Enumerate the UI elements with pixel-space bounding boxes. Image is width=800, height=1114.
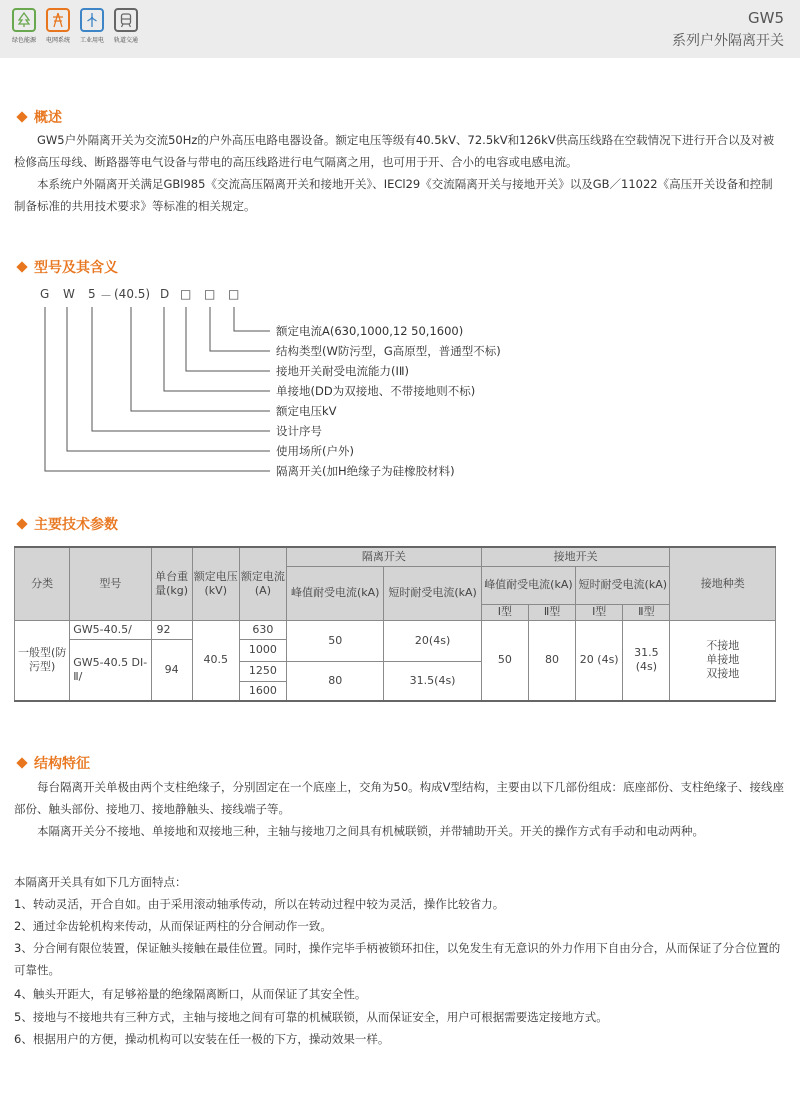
cell-earth-short: 20 (4s) <box>576 620 623 701</box>
section-title-specs: 主要技术参数 <box>18 514 118 534</box>
th-category: 分类 <box>15 547 70 620</box>
th-earth-switch: 接地开关 <box>481 547 670 566</box>
cell-peak: 80 <box>287 661 384 701</box>
cell-earth-peak: 80 <box>528 620 575 701</box>
section-title-model: 型号及其含义 <box>18 257 118 277</box>
cell-weight: 92 <box>151 620 192 639</box>
th-type-1: Ⅰ型 <box>481 604 528 620</box>
code-label-earthing: 单接地(DD为双接地、不带接地则不标) <box>276 384 476 398</box>
code-box-1: □ <box>180 287 192 301</box>
th-short: 短时耐受电流(kA) <box>384 566 481 620</box>
header-product-name: 系列户外隔离开关 <box>672 33 784 49</box>
spec-table <box>14 546 776 702</box>
cell-earth-peak: 50 <box>481 620 528 701</box>
header-model: GW5 <box>748 9 784 27</box>
cell-current: 1250 <box>239 661 286 681</box>
th-type-2: Ⅱ型 <box>623 604 670 620</box>
earth-type: 单接地 <box>706 653 740 667</box>
table-header-row <box>15 547 776 566</box>
cell-current: 1000 <box>239 639 286 661</box>
diamond-bullet-icon <box>16 757 27 768</box>
th-model: 型号 <box>70 547 151 620</box>
section-title-overview: 概述 <box>18 107 62 127</box>
cell-earth-types <box>670 620 776 701</box>
code-char-w: W <box>63 287 75 301</box>
features-intro: 本隔离开关具有如下几方面特点： <box>14 875 187 889</box>
cell-weight: 94 <box>151 639 192 701</box>
cell-voltage: 40.5 <box>192 620 239 701</box>
th-weight: 单台重量(kg) <box>151 547 192 620</box>
code-label-design: 设计序号 <box>276 424 322 438</box>
th-type-2: Ⅱ型 <box>528 604 575 620</box>
structure-paragraph-1: 每台隔离开关单极由两个支柱绝缘子，分别固定在一个底座上，交角为50。构成V型结构，主要由以下几部份组成：底座部份、支柱绝缘子、接线座部份、触头部份、接地刀、接地静触头、接线端子等。 <box>14 780 784 816</box>
code-label-earth-capacity: 接地开关耐受电流能力(ⅠⅡ) <box>276 364 410 378</box>
feature-item-3: 3、分合闸有限位装置，保证触头接触在最佳位置。同时，操作完毕手柄被锁环扣住，以免发生有无意识的外力作用下自由分合，从而保证了分合位置的可靠性。 <box>14 941 781 977</box>
th-isolator: 隔离开关 <box>287 547 482 566</box>
cell-earth-short: 31.5 (4s) <box>623 620 670 701</box>
code-label-current: 额定电流A(630,1000,12 50,1600) <box>276 324 464 338</box>
code-char-voltage: (40.5) <box>114 287 151 301</box>
overview-paragraph-1: GW5户外隔离开关为交流50Hz的户外高压电路电器设备。额定电压等级有40.5kV、72.5kV和126kV供高压线路在空载情况下进行开合以及对被检修高压母线、断路器等电气设备与带电的高压线路进行电气隔离之用，也可用于开、合小的电容或电感电流。 <box>14 133 775 169</box>
cell-model: GW5-40.5 DI-Ⅱ/ <box>70 639 151 701</box>
icon-caption: 电网系统 <box>45 37 70 44</box>
code-label-structure: 结构类型(W防污型，G高原型，普通型不标) <box>276 344 501 358</box>
code-char-g: G <box>40 287 50 301</box>
overview-paragraph-2: 本系统户外隔离开关满足GBl985《交流高压隔离开关和接地开关》、IECl29《交流隔离开关与接地开关》以及GB／11022《高压开关设备和控制制备标准的共用技术要求》等标准的相关规定。 <box>14 177 773 213</box>
icon-caption: 轨道交通 <box>113 37 138 44</box>
th-earth-short: 短时耐受电流(kA) <box>576 566 670 604</box>
cell-model: GW5-40.5/ <box>70 620 151 639</box>
earth-type: 双接地 <box>706 667 740 681</box>
code-label-location: 使用场所(户外) <box>276 444 354 458</box>
table-row <box>15 620 776 639</box>
cell-current: 1600 <box>239 681 286 701</box>
feature-item-1: 1、转动灵活，开合自如。由于采用滚动轴承传动，所以在转动过程中较为灵活，操作比较省力。 <box>14 897 505 911</box>
cell-short: 31.5(4s) <box>384 661 481 701</box>
section-title-structure: 结构特征 <box>18 753 90 773</box>
code-char-d: D <box>160 287 170 301</box>
th-current: 额定电流(A) <box>239 547 286 620</box>
diamond-bullet-icon <box>16 518 27 529</box>
code-box-2: □ <box>204 287 216 301</box>
feature-item-2: 2、通过伞齿轮机构来传动，从而保证两柱的分合闸动作一致。 <box>14 919 332 933</box>
earth-type: 不接地 <box>706 639 740 653</box>
feature-item-4: 4、触头开距大，有足够裕量的绝缘隔离断口，从而保证了其安全性。 <box>14 987 367 1001</box>
code-char-5: 5 <box>88 287 96 301</box>
feature-item-5: 5、接地与不接地共有三种方式，主轴与接地之间有可靠的机械联锁，从而保证安全，用户可根据需要选定接地方式。 <box>14 1010 608 1024</box>
th-earth-type: 接地种类 <box>670 547 776 620</box>
icon-caption: 工业用电 <box>79 37 104 44</box>
cell-peak: 50 <box>287 620 384 661</box>
code-char-dash: － <box>100 289 113 303</box>
code-box-3: □ <box>228 287 240 301</box>
code-label-voltage: 额定电压kV <box>276 404 337 418</box>
th-peak: 峰值耐受电流(kA) <box>287 566 384 620</box>
cell-current: 630 <box>239 620 286 639</box>
icon-caption: 绿色能源 <box>11 37 36 44</box>
th-voltage: 额定电压(kV) <box>192 547 239 620</box>
th-type-1: Ⅰ型 <box>576 604 623 620</box>
code-label-isolator: 隔离开关(加H绝缘子为硅橡胶材料) <box>276 464 455 478</box>
cell-short: 20(4s) <box>384 620 481 661</box>
feature-item-6: 6、根据用户的方便，操动机构可以安装在任一极的下方，操动效果一样。 <box>14 1032 390 1046</box>
cell-category: 一般型(防污型) <box>15 620 70 701</box>
structure-paragraph-2: 本隔离开关分不接地、单接地和双接地三种，主轴与接地刀之间具有机械联锁，并带辅助开关。开关的操作方式有手动和电动两种。 <box>37 824 704 838</box>
th-earth-peak: 峰值耐受电流(kA) <box>481 566 575 604</box>
